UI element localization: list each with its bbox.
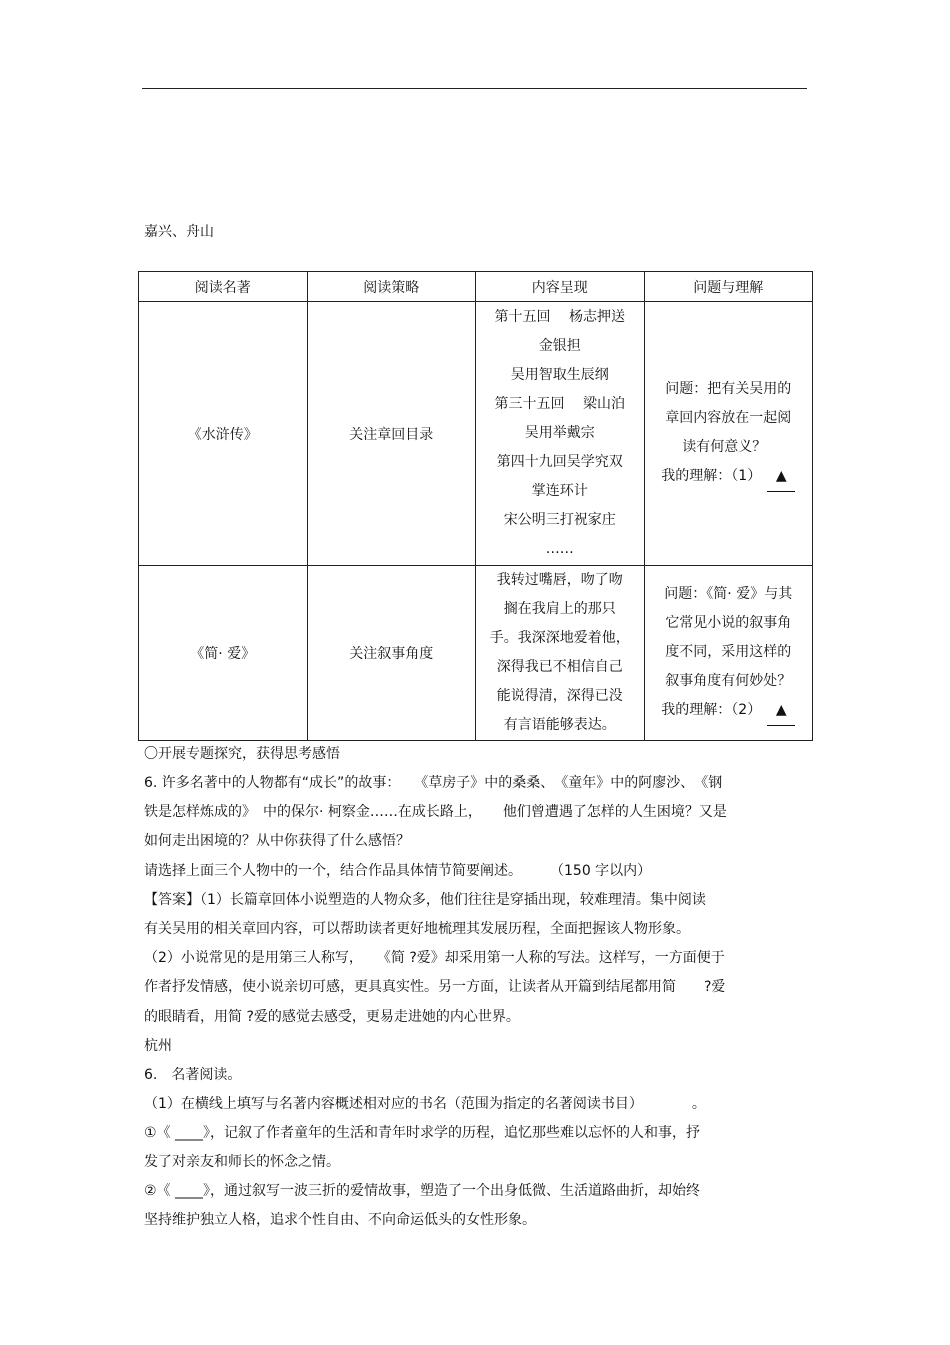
content-line: 第三十五回 梁山泊 [494,396,625,412]
content-cell [476,566,645,741]
content-line: 搁在我肩上的那只 [503,601,616,617]
content-line: 深得我已不相信自己 [496,659,623,675]
answer-prefix: 我的理解：（1） [661,468,762,484]
header-rule [142,88,807,89]
content-line: 掌连环计 [531,483,588,499]
region-label-jiaxing: 嘉兴、舟山 [144,224,214,240]
answer-blank-triangle[interactable]: ▲ [767,696,795,726]
question-line: 读有何意义？ [682,439,767,455]
content-line: 第十五回 杨志押送 [494,309,625,325]
question-cell [644,302,813,566]
content-line: 宋公明三打祝家庄 [503,512,616,528]
sub-question-line: （1）在横线上填写与名著内容概述相对应的书名（范围为指定的名著阅读书目） 。 [144,1096,706,1112]
answer-line: 【答案】（1）长篇章回体小说塑造的人物众多，他们往往是穿插出现，较难理清。集中阅读 [144,892,706,908]
question-6-line: 如何走出困境的？从中你获得了什么感悟？ [144,833,410,849]
header-cell: 内容呈现 [476,272,645,302]
question-6-heading: 6. 名著阅读。 [144,1067,242,1083]
content-line: 吴用智取生辰纲 [510,367,609,383]
answer-line: 的眼睛看，用简 ?爱的感觉去感受，更易走进她的内心世界。 [144,1009,520,1025]
content-line: 金银担 [538,338,581,354]
answer-line: （2）小说常见的是用第三人称写， 《简 ?爱》却采用第一人称的写法。这样写，一方面便于 [144,950,725,966]
content-line: 有言语能够表达。 [503,717,616,733]
content-line: 手。我深深地爱着他， [489,630,630,646]
answer-line [645,462,813,492]
strategy-cell: 关注叙事角度 [307,566,476,741]
question-line: 叙事角度有何妙处？ [665,673,792,689]
fill-blank-item: ②《 ____》，通过叙写一波三折的爱情故事，塑造了一个出身低微、生活道路曲折，却始终 [144,1183,700,1199]
answer-prefix: 我的理解：（2） [661,702,762,718]
content-line: 我转过嘴唇，吻了吻 [496,572,623,588]
answer-line: 有关吴用的相关章回内容，可以帮助读者更好地梳理其发展历程，全面把握该人物形象。 [144,921,690,937]
question-cell [644,566,813,741]
question-6-line: 铁是怎样炼成的》 中的保尔· 柯察金……在成长路上， 他们曾遭遇了怎样的人生困境？又是 [144,804,727,820]
content-cell [476,302,645,566]
question-line: 章回内容放在一起阅 [665,410,792,426]
question-line: 它常见小说的叙事角 [665,615,792,631]
answer-blank-triangle[interactable]: ▲ [767,462,795,492]
answer-line [645,696,813,726]
fill-blank-item: 发了对亲友和师长的怀念之情。 [144,1154,340,1170]
question-line: 问题：把有关吴用的 [665,381,792,397]
question-6-line: 6. 许多名著中的人物都有“成长”的故事： 《草房子》中的桑桑、 《童年》中的阿廖沙、 《钢 [144,775,723,791]
answer-line: 作者抒发情感，使小说亲切可感，更具真实性。另一方面，让读者从开篇到结尾都用简 ?爱 [144,979,726,995]
header-cell: 阅读名著 [139,272,308,302]
strategy-cell: 关注章回目录 [307,302,476,566]
content-line: 能说得清，深得已没 [496,688,623,704]
header-cell: 问题与理解 [644,272,813,302]
question-line: 度不同，采用这样的 [665,644,792,660]
fill-blank-item: ①《 ____》，记叙了作者童年的生活和青年时求学的历程，追忆那些难以忘怀的人和事，抒 [144,1125,700,1141]
question-line: 问题：《简· 爱》与其 [664,586,793,602]
question-6-instruction: 请选择上面三个人物中的一个，结合作品具体情节简要阐述。 （150 字以内） [144,863,652,879]
content-line: 第四十九回吴学究双 [496,454,623,470]
content-line: 吴用举戴宗 [524,425,595,441]
header-cell: 阅读策略 [307,272,476,302]
book-cell: 《简· 爱》 [139,566,308,741]
content-line: …… [545,541,574,557]
table-row [139,302,813,566]
table-row [139,566,813,741]
table-header-row [139,272,813,302]
region-label-hangzhou: 杭州 [144,1038,172,1054]
book-cell: 《水浒传》 [139,302,308,566]
reading-table [138,271,813,741]
fill-blank-item: 坚持维护独立人格，追求个性自由、不向命运低头的女性形象。 [144,1212,536,1228]
topic-heading: 〇开展专题探究，获得思考感悟 [144,746,340,762]
